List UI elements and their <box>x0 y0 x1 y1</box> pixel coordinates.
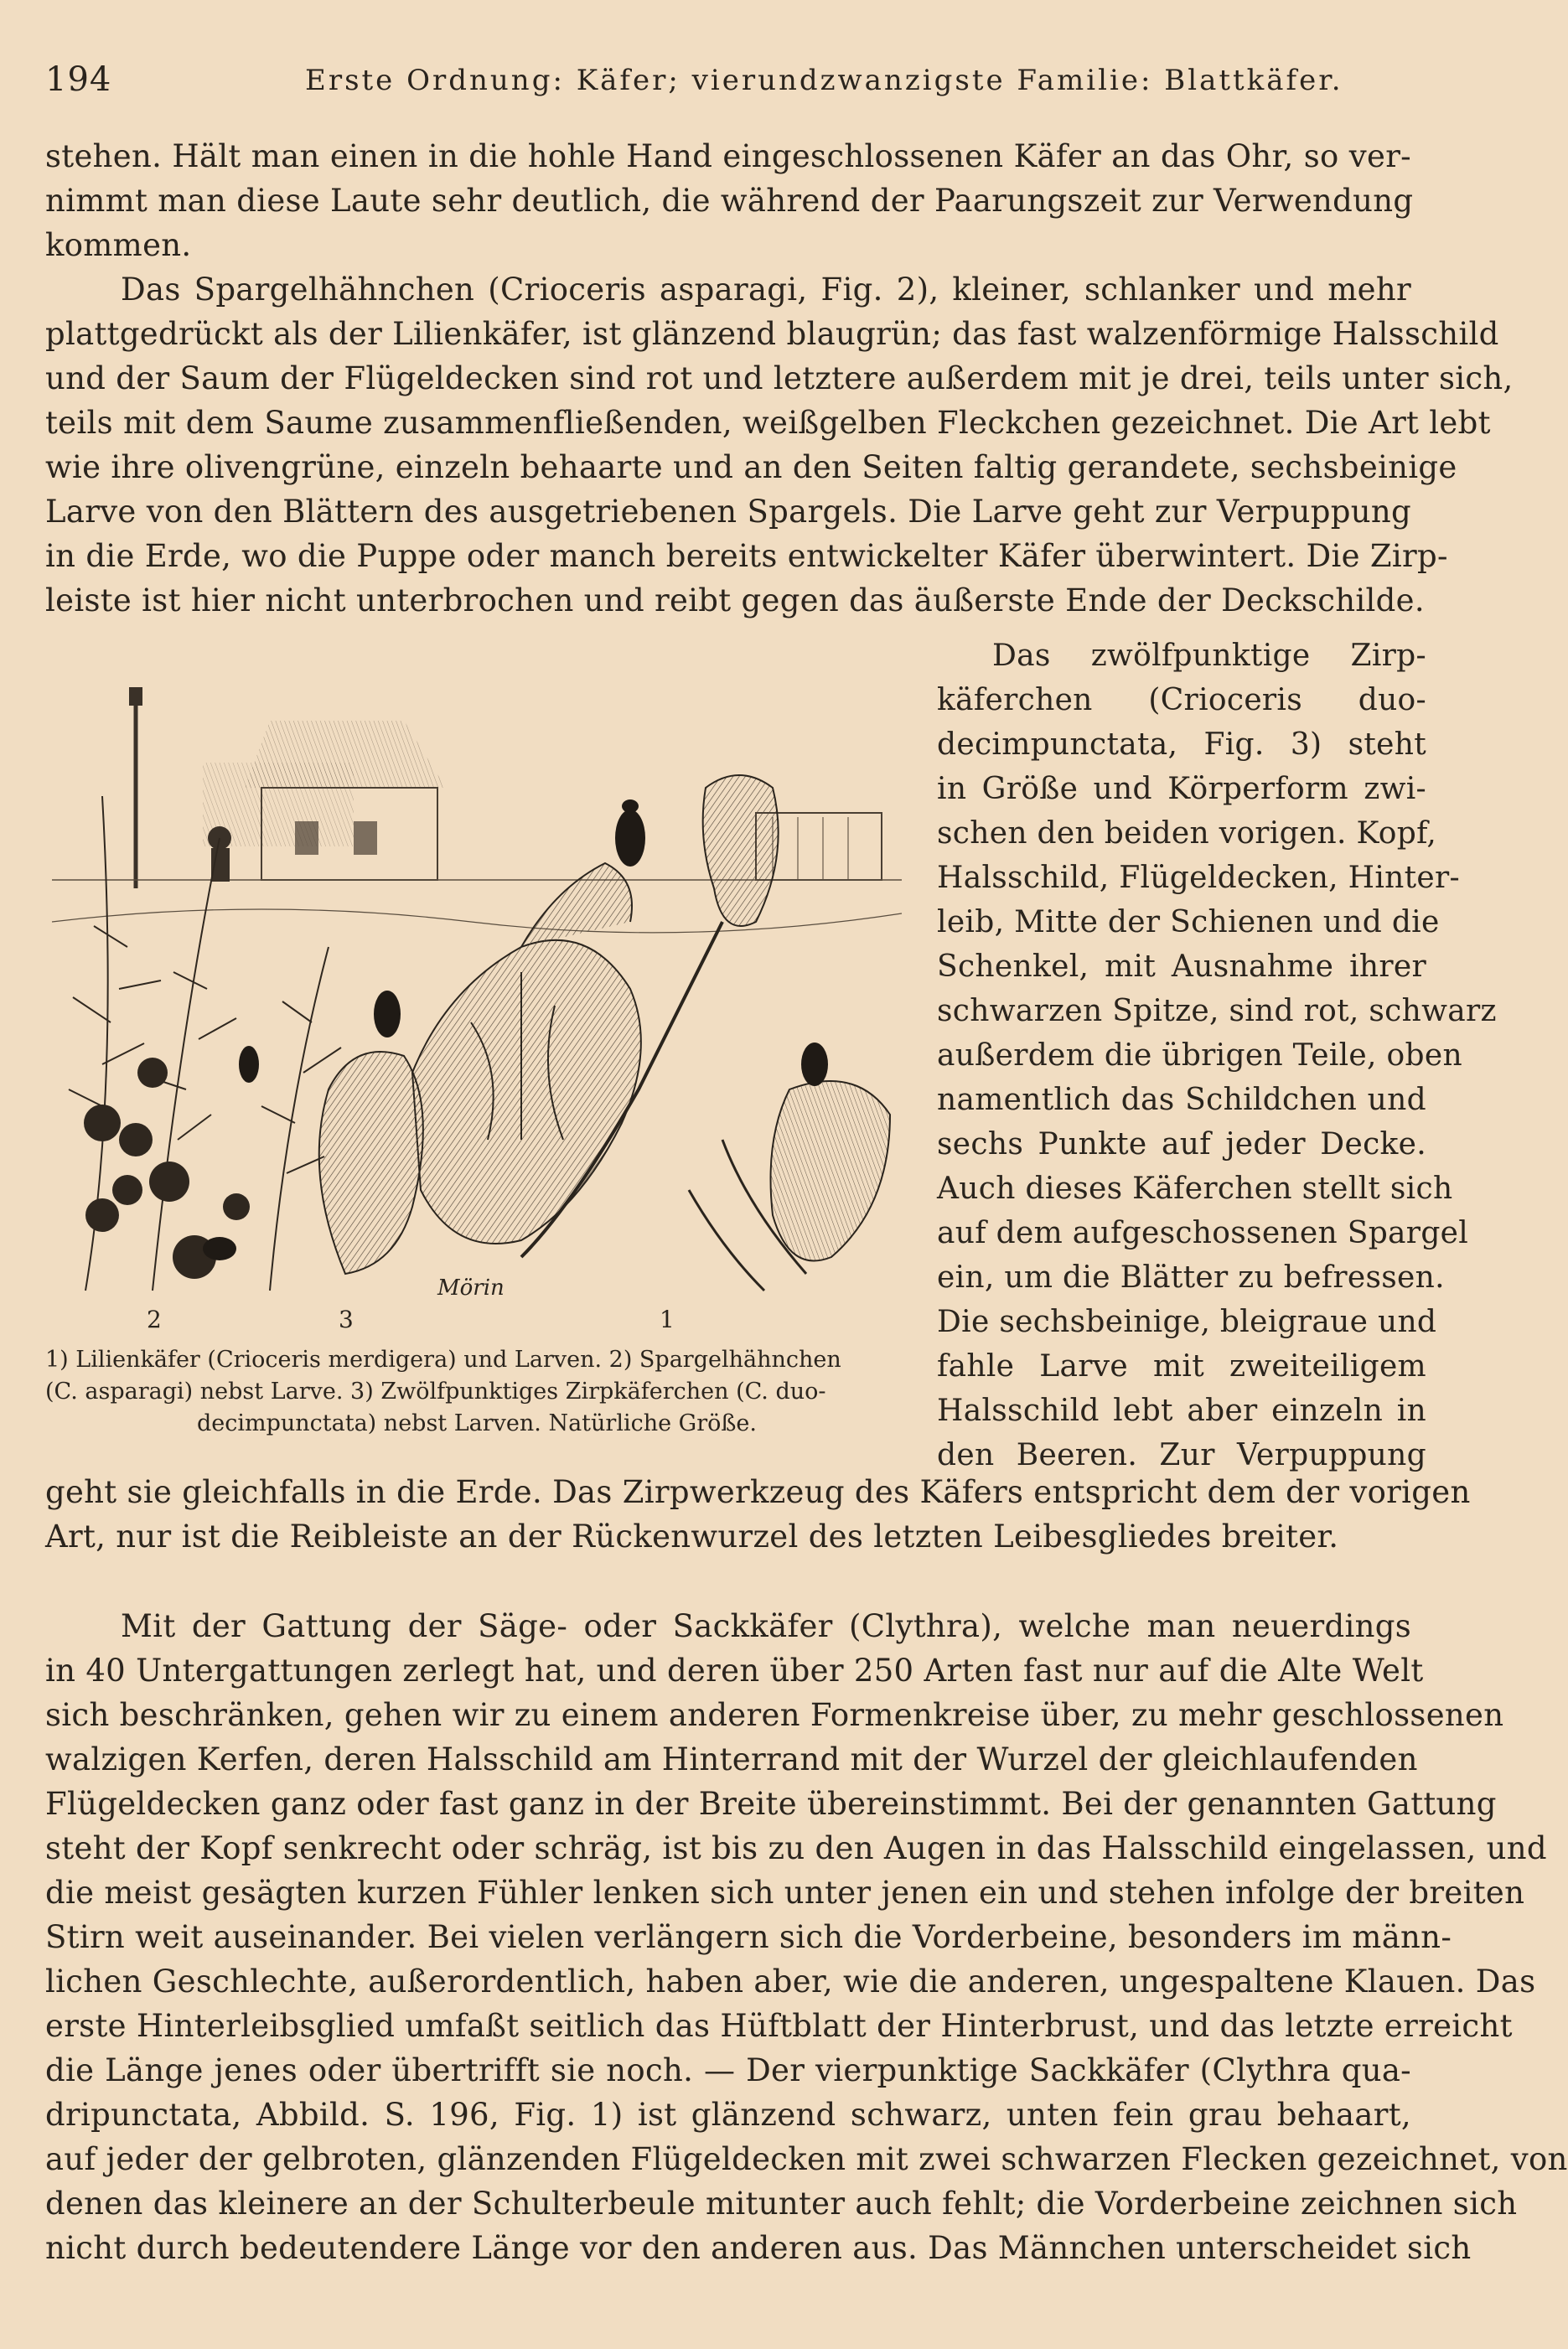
caption-line: decimpunctata) nebst Larven. Natürliche Größe. <box>196 1410 757 1436</box>
text-line: nicht durch bedeutendere Länge vor den anderen aus. Das Männchen unterscheidet sich <box>45 2230 1472 2266</box>
text-line: die Länge jenes oder übertrifft sie noch. — Der vierpunktige Sackkäfer (Clythra qua- <box>45 2052 1411 2088</box>
engraving-illustration <box>52 670 902 1307</box>
text-line: erste Hinterleibsglied umfaßt seitlich das Hüftblatt der Hinterbrust, und das letzte erreicht <box>45 2008 1513 2044</box>
text-line: Stirn weit auseinander. Bei vielen verlängern sich die Vorderbeine, besonders im männ- <box>45 1919 1452 1955</box>
text-line: namentlich das Schildchen und <box>937 1083 1426 1117</box>
text-line: Mit der Gattung der Säge- oder Sackkäfer (Clythra), welche man neuerdings <box>121 1608 1411 1644</box>
page-number: 194 <box>45 60 112 99</box>
figure-number: 2 <box>147 1306 162 1333</box>
figure-numbers <box>52 1306 902 1339</box>
text-line: in 40 Untergattungen zerlegt hat, und deren über 250 Arten fast nur auf die Alte Welt <box>45 1653 1424 1689</box>
figure-caption <box>45 1344 908 1440</box>
lily-flowers <box>319 775 890 1291</box>
text-line: kommen. <box>45 227 192 263</box>
paragraph-zirpkaeferchen-continued <box>45 1470 1471 1559</box>
text-line: steht der Kopf senkrecht oder schräg, ist bis zu den Augen in das Halsschild eingelassen, und <box>45 1830 1547 1866</box>
text-line: plattgedrückt als der Lilienkäfer, ist glänzend blaugrün; das fast walzenförmige Halsschild <box>45 316 1499 352</box>
paragraph-sackkaefer <box>45 1604 1568 2270</box>
text-line: in Größe und Körperform zwi- <box>937 772 1426 806</box>
text-line: Das Spargelhähnchen (Crioceris asparagi, Fig. 2), kleiner, schlanker und mehr <box>121 272 1411 308</box>
text-line: und der Saum der Flügeldecken sind rot und letztere außerdem mit je drei, teils unter sich, <box>45 360 1514 396</box>
text-line: Larve von den Blättern des ausgetriebenen Spargels. Die Larve geht zur Verpuppung <box>45 494 1411 530</box>
text-line: ein, um die Blätter zu befressen. <box>937 1260 1445 1295</box>
paragraph-zirpkaeferchen <box>937 634 1497 1477</box>
text-line: Halsschild, Flügeldecken, Hinter- <box>937 861 1461 895</box>
engraver-signature: Mörin <box>437 1275 505 1301</box>
text-line: wie ihre olivengrüne, einzeln behaarte und an den Seiten faltig gerandete, sechsbeinige <box>45 449 1457 485</box>
text-line: schwarzen Spitze, sind rot, schwarz <box>937 994 1497 1028</box>
text-line: dripunctata, Abbild. S. 196, Fig. 1) ist glänzend schwarz, unten fein grau behaart, <box>45 2097 1411 2133</box>
text-line: den Beeren. Zur Verpuppung <box>937 1438 1426 1472</box>
text-line: lichen Geschlechte, außerordentlich, haben aber, wie die anderen, ungespaltene Klauen. Das <box>45 1964 1536 2000</box>
text-line: schen den beiden vorigen. Kopf, <box>937 816 1437 851</box>
text-line: nimmt man diese Laute sehr deutlich, die während der Paarungszeit zur Verwendung <box>45 183 1414 219</box>
text-line: Halsschild lebt aber einzeln in <box>937 1394 1426 1428</box>
page-header <box>45 60 1412 111</box>
caption-line: (C. asparagi) nebst Larve. 3) Zwölfpunktiges Zirpkäferchen (C. duo- <box>45 1379 826 1405</box>
paragraph-spargelhaehnchen <box>45 134 1514 623</box>
text-line: Schenkel, mit Ausnahme ihrer <box>937 949 1426 984</box>
figure-number: 1 <box>660 1306 675 1333</box>
running-head: Erste Ordnung: Käfer; vierundzwanzigste Familie: Blattkäfer. <box>305 64 1343 97</box>
figure-number: 3 <box>339 1306 354 1333</box>
plant-and-beetle-engraving <box>52 670 902 1307</box>
text-line: fahle Larve mit zweiteiligem <box>937 1349 1426 1384</box>
text-line: geht sie gleichfalls in die Erde. Das Zirpwerkzeug des Käfers entspricht dem der vorigen <box>45 1474 1471 1510</box>
text-line: Das zwölfpunktige Zirp- <box>992 639 1426 673</box>
text-line: Flügeldecken ganz oder fast ganz in der Breite übereinstimmt. Bei der genannten Gattung <box>45 1786 1497 1822</box>
text-line: sechs Punkte auf jeder Decke. <box>937 1127 1426 1162</box>
text-line: Die sechsbeinige, bleigraue und <box>937 1305 1437 1339</box>
text-line: leib, Mitte der Schienen und die <box>937 905 1440 939</box>
caption-line: 1) Lilienkäfer (Crioceris merdigera) und Larven. 2) Spargelhähnchen <box>45 1347 841 1373</box>
text-line: die meist gesägten kurzen Fühler lenken sich unter jenen ein und stehen infolge der breiten <box>45 1875 1525 1911</box>
text-line: stehen. Hält man einen in die hohle Hand eingeschlossenen Käfer an das Ohr, so ver- <box>45 138 1411 174</box>
text-line: sich beschränken, gehen wir zu einem anderen Formenkreise über, zu mehr geschlossenen <box>45 1697 1504 1733</box>
text-line: denen das kleinere an der Schulterbeule mitunter auch fehlt; die Vorderbeine zeichnen sich <box>45 2186 1518 2222</box>
text-line: auf dem aufgeschossenen Spargel <box>937 1216 1469 1250</box>
text-line: leiste ist hier nicht unterbrochen und reibt gegen das äußerste Ende der Deckschilde. <box>45 582 1425 618</box>
text-line: decimpunctata, Fig. 3) steht <box>937 727 1426 762</box>
text-line: Auch dieses Käferchen stellt sich <box>937 1172 1453 1206</box>
text-line: walzigen Kerfen, deren Halsschild am Hinterrand mit der Wurzel der gleichlaufenden <box>45 1741 1418 1777</box>
text-line: in die Erde, wo die Puppe oder manch bereits entwickelter Käfer überwintert. Die Zirp- <box>45 538 1448 574</box>
text-line: außerdem die übrigen Teile, oben <box>937 1038 1462 1073</box>
text-line: auf jeder der gelbroten, glänzenden Flügeldecken mit zwei schwarzen Flecken gezeichnet, von <box>45 2141 1568 2177</box>
text-line: teils mit dem Saume zusammenfließenden, weißgelben Fleckchen gezeichnet. Die Art lebt <box>45 405 1491 441</box>
text-line: käferchen (Crioceris duo- <box>937 683 1426 717</box>
text-line: Art, nur ist die Reibleiste an der Rückenwurzel des letzten Leibesgliedes breiter. <box>45 1519 1339 1555</box>
